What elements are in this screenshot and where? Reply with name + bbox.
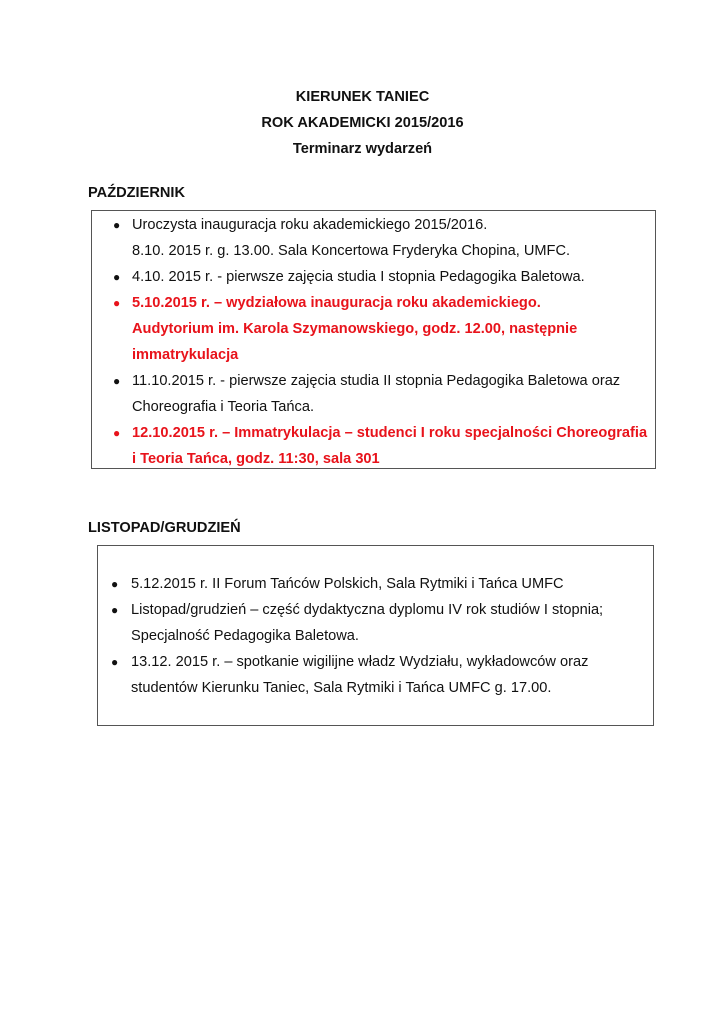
bullet-icon: ● xyxy=(111,603,119,617)
event-item xyxy=(92,212,655,264)
event-text-line: immatrykulacja xyxy=(132,347,239,363)
bullet-icon: ● xyxy=(111,655,119,669)
event-item xyxy=(98,649,653,701)
bullet-icon: ● xyxy=(111,577,119,591)
event-text-line: 4.10. 2015 r. - pierwsze zajęcia studia I stopnia Pedagogika Baletowa. xyxy=(132,269,585,285)
events-box-october xyxy=(91,210,656,469)
event-list xyxy=(98,546,653,701)
bullet-icon: ● xyxy=(113,270,121,284)
document-subtitle: Terminarz wydarzeń xyxy=(292,141,433,157)
bullet-icon: ● xyxy=(113,296,121,310)
event-text-line: i Teoria Tańca, godz. 11:30, sala 301 xyxy=(132,451,380,467)
event-item xyxy=(98,597,653,649)
event-text-line: Uroczysta inauguracja roku akademickiego 2015/2016. xyxy=(132,217,488,233)
event-text-line: Listopad/grudzień – część dydaktyczna dyplomu IV rok studiów I stopnia; xyxy=(131,602,604,618)
section-heading-october: PAŹDZIERNIK xyxy=(88,185,186,201)
academic-year: ROK AKADEMICKI 2015/2016 xyxy=(261,115,464,131)
event-item xyxy=(92,368,655,420)
document-title: KIERUNEK TANIEC xyxy=(295,89,430,105)
event-text-line: Specjalność Pedagogika Baletowa. xyxy=(131,628,359,644)
event-text-line: studentów Kierunku Taniec, Sala Rytmiki i Tańca UMFC g. 17.00. xyxy=(131,680,552,696)
event-text-line: 8.10. 2015 r. g. 13.00. Sala Koncertowa Fryderyka Chopina, UMFC. xyxy=(132,243,571,259)
event-item xyxy=(98,571,653,597)
event-item xyxy=(92,264,655,290)
event-text-line: 5.12.2015 r. II Forum Tańców Polskich, Sala Rytmiki i Tańca UMFC xyxy=(131,576,564,592)
event-text-line: 11.10.2015 r. - pierwsze zajęcia studia II stopnia Pedagogika Baletowa oraz xyxy=(132,373,621,389)
event-text-line: Audytorium im. Karola Szymanowskiego, godz. 12.00, następnie xyxy=(132,321,578,337)
document-header xyxy=(0,84,725,162)
events-box-november-december xyxy=(97,545,654,726)
event-text-line: Choreografia i Teoria Tańca. xyxy=(132,399,314,415)
section-heading-november-december: LISTOPAD/GRUDZIEŃ xyxy=(88,520,241,536)
event-item-highlighted xyxy=(92,420,655,472)
event-list xyxy=(92,211,655,472)
bullet-icon: ● xyxy=(113,218,121,232)
event-text-line: 5.10.2015 r. – wydziałowa inauguracja roku akademickiego. xyxy=(132,295,541,311)
event-item-highlighted xyxy=(92,290,655,368)
bullet-icon: ● xyxy=(113,374,121,388)
event-text-line: 12.10.2015 r. – Immatrykulacja – studenci I roku specjalności Choreografia xyxy=(132,425,648,441)
event-text-line: 13.12. 2015 r. – spotkanie wigilijne władz Wydziału, wykładowców oraz xyxy=(131,654,589,670)
bullet-icon: ● xyxy=(113,426,121,440)
